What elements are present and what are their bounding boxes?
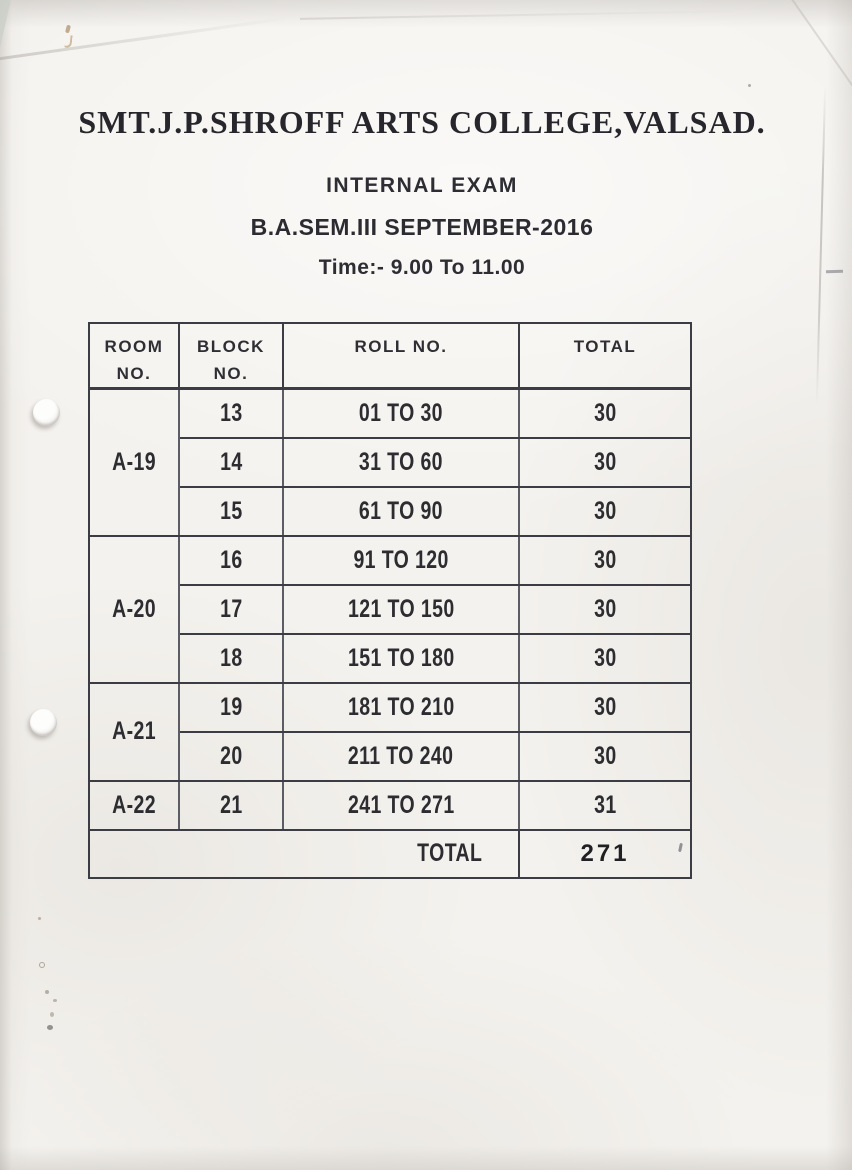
block-number: 19 <box>219 692 243 721</box>
grand-total-label-cell <box>89 830 519 878</box>
room-number: A-20 <box>112 594 156 623</box>
roll-range: 211 TO 240 <box>348 741 454 770</box>
scan-speck <box>39 962 45 968</box>
scan-speck <box>38 917 41 920</box>
total-cell <box>519 781 691 830</box>
block-number: 15 <box>219 496 243 525</box>
total-cell <box>519 683 691 732</box>
row-total: 31 <box>593 790 617 819</box>
table-row <box>89 536 691 585</box>
room-cell <box>89 781 179 830</box>
document-header <box>0 0 848 280</box>
col-header-roll <box>283 323 519 389</box>
roll-cell <box>283 781 519 830</box>
block-number: 17 <box>219 594 243 623</box>
grand-total-value-cell <box>519 830 691 878</box>
roll-range: 01 TO 30 <box>358 399 444 428</box>
total-cell <box>519 536 691 585</box>
roll-cell <box>283 438 519 487</box>
roll-cell <box>283 585 519 634</box>
roll-range: 61 TO 90 <box>358 496 444 525</box>
row-total: 30 <box>593 741 617 770</box>
block-cell <box>179 438 283 487</box>
block-number: 14 <box>219 447 243 476</box>
roll-range: 121 TO 150 <box>347 594 455 623</box>
hole-punch-bottom <box>30 709 57 736</box>
table-row <box>89 683 691 732</box>
roll-cell <box>283 487 519 536</box>
exam-time: Time:- 9.00 To 11.00 <box>318 256 526 279</box>
row-total: 30 <box>593 643 617 672</box>
col-header-room-line2: NO. <box>116 364 152 384</box>
total-cell <box>519 438 691 487</box>
room-cell <box>89 683 179 781</box>
row-total: 30 <box>593 447 617 476</box>
total-cell <box>519 585 691 634</box>
table-row <box>89 487 691 536</box>
table-footer <box>89 830 691 878</box>
scan-speck <box>53 999 57 1002</box>
table-row <box>89 389 691 438</box>
roll-cell <box>283 389 519 438</box>
row-total: 30 <box>593 545 617 574</box>
block-cell <box>179 732 283 781</box>
room-cell <box>89 389 179 536</box>
row-total: 30 <box>593 496 617 525</box>
col-header-total-line1: TOTAL <box>573 337 637 356</box>
block-cell <box>179 389 283 438</box>
grand-total-value: 271 <box>580 839 630 867</box>
roll-range: 241 TO 271 <box>347 790 455 819</box>
total-cell <box>519 487 691 536</box>
room-cell <box>89 536 179 683</box>
block-number: 21 <box>219 790 243 819</box>
exam-title: INTERNAL EXAM <box>326 174 518 197</box>
col-header-block-line1: BLOCK <box>197 337 265 356</box>
scan-speck <box>50 1012 54 1017</box>
row-total: 30 <box>593 594 617 623</box>
table-header <box>89 323 691 389</box>
roll-range: 31 TO 60 <box>358 447 444 476</box>
col-header-room-line1: ROOM <box>104 337 164 356</box>
scan-speck <box>45 990 49 994</box>
block-number: 20 <box>219 741 243 770</box>
col-header-block-line2: NO. <box>213 364 249 384</box>
table-row <box>89 634 691 683</box>
scan-speck <box>47 1025 53 1030</box>
room-number: A-22 <box>112 790 156 819</box>
roll-range: 181 TO 210 <box>347 692 455 721</box>
total-cell <box>519 732 691 781</box>
row-total: 30 <box>593 692 617 721</box>
col-header-roll-line1: ROLL NO. <box>354 337 448 356</box>
roll-range: 91 TO 120 <box>353 545 449 574</box>
room-number: A-19 <box>112 448 156 477</box>
table-row <box>89 438 691 487</box>
col-header-block <box>179 323 283 389</box>
exam-session: B.A.SEM.III SEPTEMBER-2016 <box>250 214 594 240</box>
block-cell <box>179 487 283 536</box>
roll-cell <box>283 536 519 585</box>
college-title: SMT.J.P.SHROFF ARTS COLLEGE,VALSAD. <box>78 104 766 140</box>
block-number: 13 <box>219 399 243 428</box>
total-cell <box>519 389 691 438</box>
table-row <box>89 781 691 830</box>
seating-table <box>88 322 692 879</box>
block-cell <box>179 781 283 830</box>
room-number: A-21 <box>112 717 156 746</box>
roll-cell <box>283 634 519 683</box>
block-cell <box>179 536 283 585</box>
hole-punch-top <box>33 399 60 426</box>
block-cell <box>179 585 283 634</box>
block-cell <box>179 683 283 732</box>
table-body <box>89 389 691 830</box>
block-number: 18 <box>219 643 243 672</box>
roll-cell <box>283 683 519 732</box>
grand-total-row <box>89 830 691 878</box>
block-number: 16 <box>219 545 243 574</box>
grand-total-label: TOTAL <box>417 839 483 868</box>
table-row <box>89 585 691 634</box>
header-row <box>89 323 691 389</box>
table-row <box>89 732 691 781</box>
total-cell <box>519 634 691 683</box>
col-header-room <box>89 323 179 389</box>
roll-cell <box>283 732 519 781</box>
block-cell <box>179 634 283 683</box>
roll-range: 151 TO 180 <box>347 643 455 672</box>
row-total: 30 <box>593 399 617 428</box>
col-header-total <box>519 323 691 389</box>
